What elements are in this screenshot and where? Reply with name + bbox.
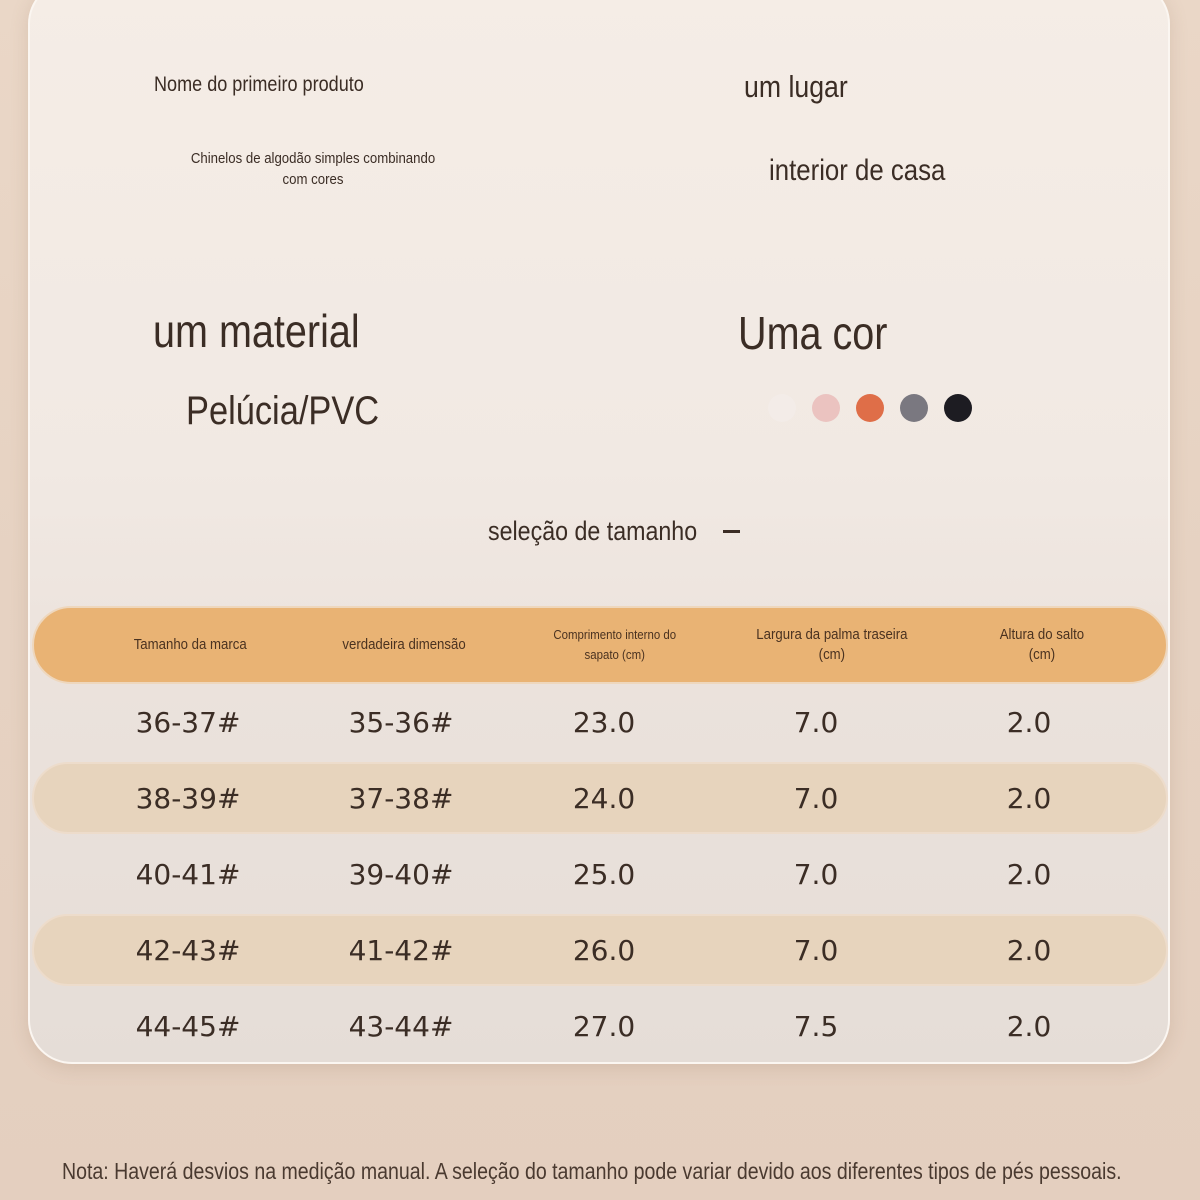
size-selection-title: seleção de tamanho (488, 515, 698, 546)
color-swatch-white[interactable] (768, 394, 796, 422)
product-name-line1: Chinelos de algodão simples combinando (190, 150, 436, 167)
size-table-header (32, 606, 1168, 684)
cell-inner-length: 27.0 (572, 1009, 636, 1043)
measurement-note: Nota: Haverá desvios na medição manual. A seleção do tamanho pode variar devido aos diferentes tipos de pés pessoais. (62, 1158, 1122, 1184)
cell-inner-length: 26.0 (572, 933, 636, 967)
product-name-value (181, 148, 445, 190)
cell-brand-size: 42-43# (135, 933, 241, 967)
cell-inner-length: 25.0 (572, 857, 636, 891)
cell-brand-size: 38-39# (135, 781, 241, 815)
cell-heel-height: 2.0 (1006, 933, 1052, 967)
cell-inner-length: 23.0 (572, 705, 636, 739)
material-label: um material (153, 305, 360, 357)
color-swatch-pink[interactable] (812, 394, 840, 422)
place-value: interior de casa (769, 154, 946, 187)
cell-brand-size: 36-37# (135, 705, 241, 739)
cell-heel-height: 2.0 (1006, 857, 1052, 891)
product-name-label: Nome do primeiro produto (154, 73, 364, 96)
header-inner-length-line2: sapato (cm) (584, 647, 646, 662)
table-row (32, 686, 1168, 758)
table-row (32, 990, 1168, 1062)
cell-inner-length: 24.0 (572, 781, 636, 815)
product-name-line2: com cores (282, 171, 344, 188)
color-swatch-gray[interactable] (900, 394, 928, 422)
cell-heel-height: 2.0 (1006, 781, 1052, 815)
cell-back-width: 7.0 (793, 781, 839, 815)
table-row (32, 914, 1168, 986)
cell-true-size: 39-40# (348, 857, 454, 891)
color-swatches (768, 394, 972, 424)
table-row (32, 762, 1168, 834)
cell-brand-size: 44-45# (135, 1009, 241, 1043)
header-brand-size: Tamanho da marca (133, 636, 247, 653)
color-swatch-orange[interactable] (856, 394, 884, 422)
cell-back-width: 7.0 (793, 857, 839, 891)
size-selection-heading (488, 513, 740, 549)
cell-back-width: 7.0 (793, 933, 839, 967)
place-label: um lugar (744, 69, 848, 104)
material-value: Pelúcia/PVC (186, 389, 380, 433)
header-inner-length-line1: Comprimento interno do (553, 627, 677, 642)
table-row (32, 838, 1168, 910)
cell-back-width: 7.5 (793, 1009, 839, 1043)
header-back-width-line1: Largura da palma traseira (756, 626, 908, 643)
header-heel-height-line1: Altura do salto (999, 626, 1085, 643)
cell-heel-height: 2.0 (1006, 1009, 1052, 1043)
header-back-width-line2: (cm) (818, 646, 846, 663)
cell-true-size: 35-36# (348, 705, 454, 739)
dash-icon (723, 530, 740, 533)
cell-true-size: 43-44# (348, 1009, 454, 1043)
color-swatch-black[interactable] (944, 394, 972, 422)
header-true-size: verdadeira dimensão (342, 636, 466, 653)
cell-true-size: 37-38# (348, 781, 454, 815)
header-heel-height (942, 608, 1142, 682)
cell-back-width: 7.0 (793, 705, 839, 739)
cell-true-size: 41-42# (348, 933, 454, 967)
header-inner-length (515, 608, 715, 682)
cell-heel-height: 2.0 (1006, 705, 1052, 739)
header-heel-height-line2: (cm) (1028, 646, 1056, 663)
header-back-width (732, 608, 932, 682)
color-label: Uma cor (738, 307, 888, 359)
cell-brand-size: 40-41# (135, 857, 241, 891)
